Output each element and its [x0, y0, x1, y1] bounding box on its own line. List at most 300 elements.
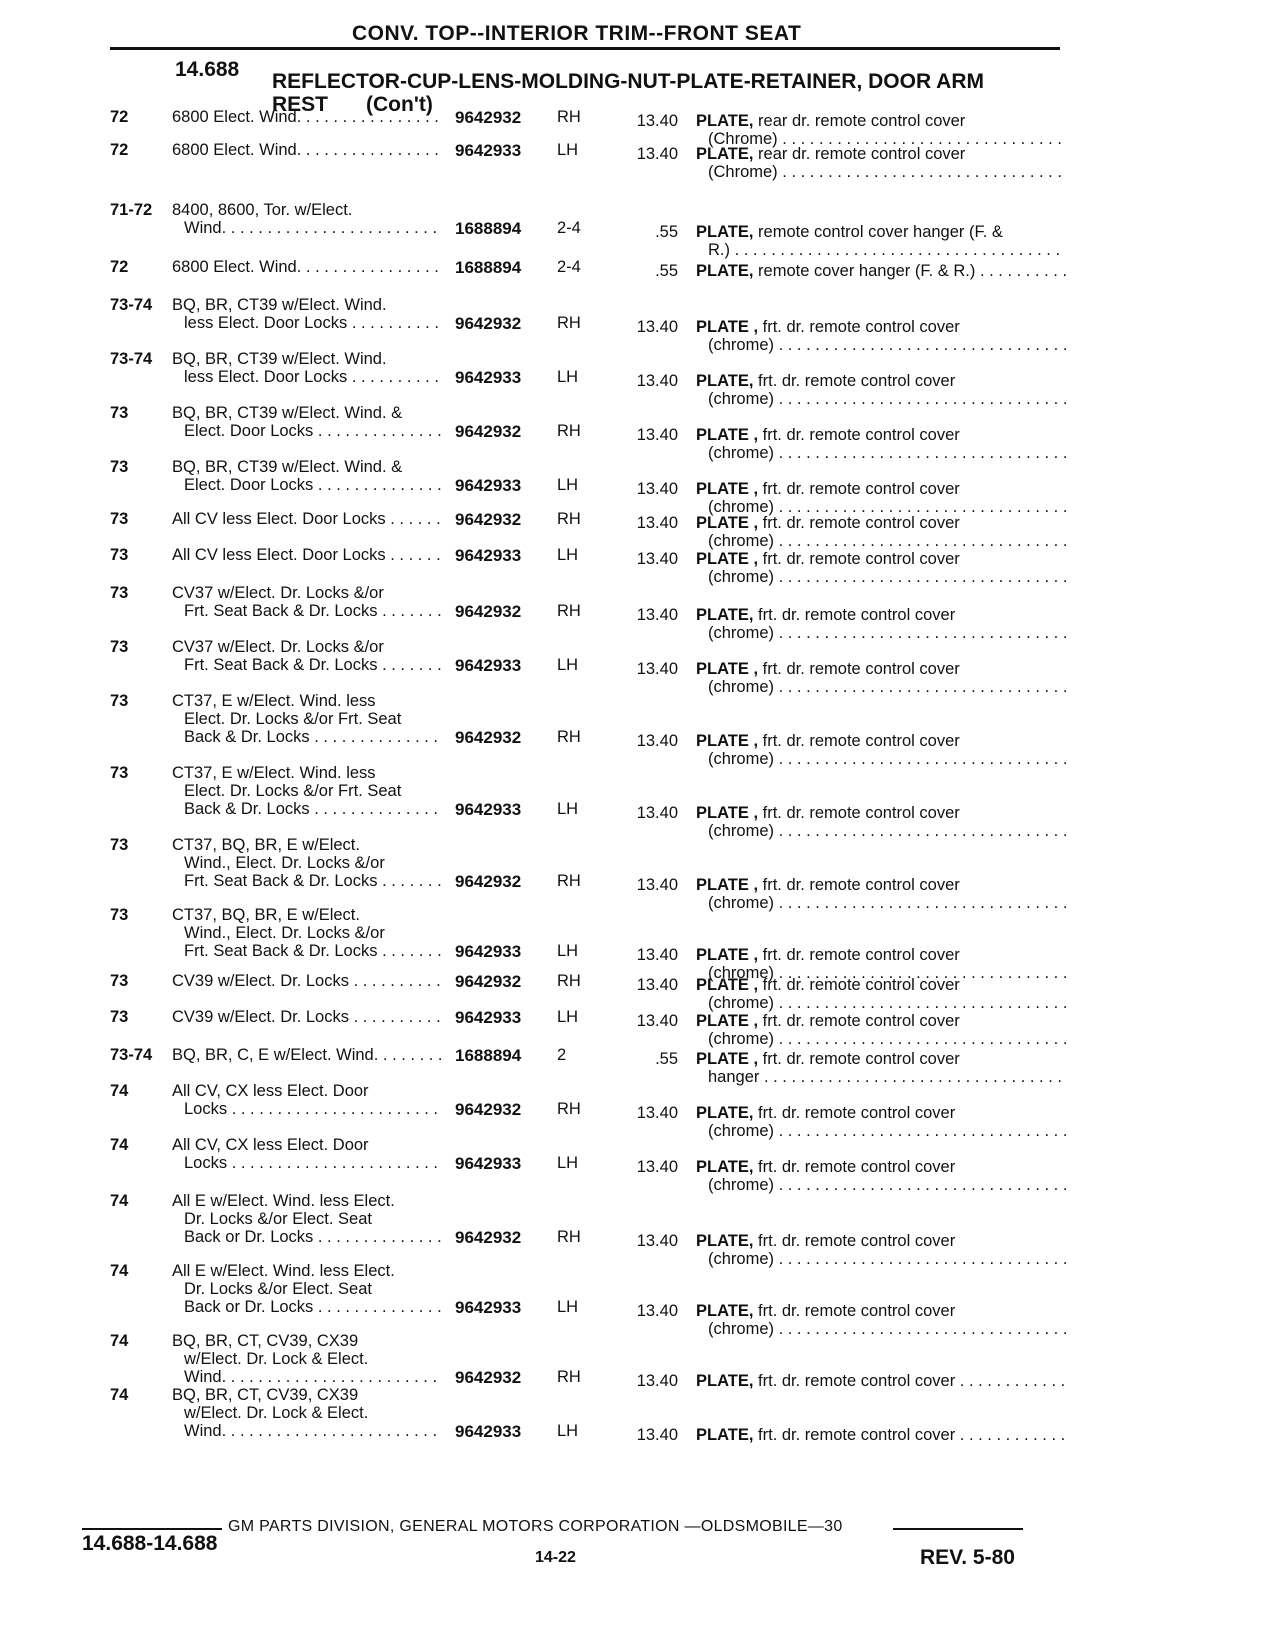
description-line [696, 1426, 1066, 1444]
quantity: RH [557, 422, 581, 440]
description-line [696, 550, 1066, 568]
model-application [172, 458, 442, 494]
part-number: 9642932 [455, 314, 522, 333]
part-description [696, 876, 1066, 912]
description-keyword: PLATE , [696, 732, 759, 750]
description-keyword: PLATE, [696, 223, 754, 241]
part-number: 9642932 [455, 1228, 522, 1247]
model-line: Back or Dr. Locks . . . [172, 1298, 442, 1316]
model-year: 73 [110, 510, 129, 528]
quantity: RH [557, 872, 581, 890]
page-number: 14-22 [535, 1549, 576, 1566]
model-line: w/Elect. Dr. Lock & Elect. [184, 1350, 369, 1368]
description-line [696, 262, 1066, 280]
price: 13.40 [636, 1158, 678, 1176]
quantity: RH [557, 602, 581, 620]
description-text: frt. dr. remote control cover [762, 318, 960, 336]
description-text: frt. dr. remote control cover [762, 876, 960, 894]
model-line: 6800 Elect. Wind. . . . [172, 258, 442, 276]
model-year: 73-74 [110, 296, 153, 314]
description-line [696, 1302, 1066, 1320]
model-application [172, 1136, 442, 1172]
part-number: 1688894 [455, 258, 522, 277]
description-line [696, 223, 1066, 241]
part-number: 9642933 [455, 368, 522, 387]
model-year: 72 [110, 258, 129, 276]
description-text: frt. dr. remote control cover [762, 804, 960, 822]
quantity: LH [557, 368, 579, 386]
description-text: frt. dr. remote control cover [762, 1012, 960, 1030]
quantity: LH [557, 942, 579, 960]
description-line: R.) . . . [696, 241, 1066, 259]
model-application [172, 201, 442, 237]
part-description [696, 1050, 1066, 1086]
model-line: CT37, E w/Elect. Wind. less [172, 692, 376, 710]
part-number: 9642933 [455, 800, 522, 819]
model-year: 74 [110, 1332, 129, 1350]
price: 13.40 [636, 976, 678, 994]
model-year: 72 [110, 141, 129, 159]
model-line: Wind., Elect. Dr. Locks &/or [184, 854, 385, 872]
quantity: 2 [557, 1046, 567, 1064]
model-year: 73 [110, 546, 129, 564]
description-text: remote cover hanger (F. & R.) [758, 262, 976, 280]
part-number: 9642932 [455, 972, 522, 991]
description-line [696, 876, 1066, 894]
description-line: (chrome) . . . [696, 498, 1066, 516]
model-line: All CV, CX less Elect. Door [172, 1136, 369, 1154]
price: 13.40 [636, 606, 678, 624]
model-line: CV37 w/Elect. Dr. Locks &/or [172, 584, 384, 602]
model-application [172, 1332, 442, 1386]
description-text: frt. dr. remote control cover [762, 480, 960, 498]
description-line: (chrome) . . . [696, 532, 1066, 550]
part-description [696, 223, 1066, 259]
model-year: 73 [110, 906, 129, 924]
price: 13.40 [636, 804, 678, 822]
footer-rule-left [82, 1528, 222, 1530]
part-number: 1688894 [455, 219, 522, 238]
description-keyword: PLATE, [696, 1302, 754, 1320]
price: .55 [655, 223, 678, 241]
price: 13.40 [636, 1372, 678, 1390]
price: 13.40 [636, 426, 678, 444]
description-keyword: PLATE, [696, 1426, 754, 1444]
model-year: 73 [110, 404, 129, 422]
quantity: LH [557, 546, 579, 564]
part-number: 9642933 [455, 942, 522, 961]
part-number: 9642932 [455, 510, 522, 529]
description-line [696, 426, 1066, 444]
part-description [696, 480, 1066, 516]
model-application [172, 546, 442, 564]
price: 13.40 [636, 660, 678, 678]
description-line: (chrome) . . . [696, 894, 1066, 912]
description-text: frt. dr. remote control cover [762, 732, 960, 750]
part-number: 9642932 [455, 872, 522, 891]
quantity: RH [557, 1228, 581, 1246]
description-line [696, 145, 1066, 163]
model-line: All CV less Elect. Door Locks . . . [172, 546, 442, 564]
model-line: BQ, BR, CT, CV39, CX39 [172, 1332, 359, 1350]
model-application [172, 1262, 442, 1316]
description-text: frt. dr. remote control cover [758, 606, 956, 624]
model-year: 73 [110, 584, 129, 602]
part-number: 9642933 [455, 1422, 522, 1441]
model-line: Back or Dr. Locks . . . [172, 1228, 442, 1246]
model-application [172, 692, 442, 746]
description-line [696, 112, 1066, 130]
model-application [172, 764, 442, 818]
description-line: (chrome) . . . [696, 994, 1066, 1012]
part-description [696, 1232, 1066, 1268]
price: .55 [655, 262, 678, 280]
description-text: frt. dr. remote control cover [762, 426, 960, 444]
description-line: (chrome) . . . [696, 964, 1066, 982]
description-keyword: PLATE , [696, 1012, 759, 1030]
model-year: 73 [110, 1008, 129, 1026]
price: 13.40 [636, 480, 678, 498]
description-line: (chrome) . . . [696, 750, 1066, 768]
model-application [172, 638, 442, 674]
price: 13.40 [636, 732, 678, 750]
description-keyword: PLATE , [696, 876, 759, 894]
description-text: frt. dr. remote control cover [762, 946, 960, 964]
model-line: CT37, BQ, BR, E w/Elect. [172, 906, 360, 924]
quantity: 2-4 [557, 219, 581, 237]
part-description [696, 1104, 1066, 1140]
description-keyword: PLATE, [696, 606, 754, 624]
description-keyword: PLATE , [696, 976, 759, 994]
description-line: (Chrome) . . . [696, 163, 1066, 181]
description-line [696, 1372, 1066, 1390]
description-line: (chrome) . . . [696, 568, 1066, 586]
price: 13.40 [636, 1232, 678, 1250]
description-keyword: PLATE, [696, 112, 754, 130]
quantity: RH [557, 1368, 581, 1386]
part-description [696, 550, 1066, 586]
page-header-title: CONV. TOP--INTERIOR TRIM--FRONT SEAT [352, 22, 802, 45]
model-line: BQ, BR, CT39 w/Elect. Wind. & [172, 458, 403, 476]
model-line: BQ, BR, CT39 w/Elect. Wind. [172, 350, 387, 368]
description-text: frt. dr. remote control cover [758, 1426, 956, 1444]
description-line [696, 1012, 1066, 1030]
price: 13.40 [636, 1302, 678, 1320]
model-line: Locks . . . [172, 1154, 442, 1172]
description-line: (chrome) . . . [696, 1122, 1066, 1140]
description-keyword: PLATE, [696, 1372, 754, 1390]
part-description [696, 426, 1066, 462]
footer-range: 14.688-14.688 [82, 1532, 218, 1555]
description-keyword: PLATE , [696, 946, 759, 964]
section-title-rest: REST [272, 93, 329, 116]
quantity: RH [557, 1100, 581, 1118]
part-number: 9642932 [455, 602, 522, 621]
description-line [696, 946, 1066, 964]
price: 13.40 [636, 550, 678, 568]
description-line: (chrome) . . . [696, 1030, 1066, 1048]
part-number: 9642932 [455, 1368, 522, 1387]
quantity: LH [557, 476, 579, 494]
description-text: frt. dr. remote control cover [762, 514, 960, 532]
model-application [172, 258, 442, 276]
description-line [696, 976, 1066, 994]
model-application [172, 1046, 442, 1064]
description-line [696, 1232, 1066, 1250]
description-line: (chrome) . . . [696, 336, 1066, 354]
description-line [696, 318, 1066, 336]
model-line: less Elect. Door Locks . . . [172, 314, 442, 332]
description-keyword: PLATE , [696, 660, 759, 678]
description-text: frt. dr. remote control cover [758, 1372, 956, 1390]
description-text: frt. dr. remote control cover [762, 1050, 960, 1068]
model-line: Elect. Door Locks . . . [172, 422, 442, 440]
description-line: (Chrome) . . . [696, 130, 1066, 148]
model-line: CT37, E w/Elect. Wind. less [172, 764, 376, 782]
description-line [696, 1050, 1066, 1068]
part-description [696, 1426, 1066, 1444]
model-application [172, 404, 442, 440]
price: 13.40 [636, 112, 678, 130]
model-year: 73 [110, 458, 129, 476]
model-line: Wind. . . . [172, 1422, 442, 1440]
price: 13.40 [636, 1426, 678, 1444]
quantity: LH [557, 1422, 579, 1440]
part-number: 9642933 [455, 141, 522, 160]
part-number: 9642933 [455, 1154, 522, 1173]
description-text: frt. dr. remote control cover [758, 1158, 956, 1176]
quantity: RH [557, 728, 581, 746]
description-keyword: PLATE , [696, 804, 759, 822]
part-number: 9642932 [455, 728, 522, 747]
quantity: LH [557, 1008, 579, 1026]
model-year: 73 [110, 836, 129, 854]
model-line: CV39 w/Elect. Dr. Locks . . . [172, 1008, 442, 1026]
model-year: 73 [110, 692, 129, 710]
model-application [172, 510, 442, 528]
description-keyword: PLATE , [696, 514, 759, 532]
price: 13.40 [636, 876, 678, 894]
model-line: BQ, BR, CT39 w/Elect. Wind. [172, 296, 387, 314]
model-line: Elect. Dr. Locks &/or Frt. Seat [184, 782, 402, 800]
description-line [696, 372, 1066, 390]
part-description [696, 262, 1066, 280]
description-keyword: PLATE, [696, 262, 754, 280]
model-line: 8400, 8600, Tor. w/Elect. [172, 201, 353, 219]
model-year: 71-72 [110, 201, 153, 219]
model-application [172, 1386, 442, 1440]
quantity: RH [557, 510, 581, 528]
footer-publisher: GM PARTS DIVISION, GENERAL MOTORS CORPORATION —OLDSMOBILE—30 [228, 1518, 843, 1535]
description-text: frt. dr. remote control cover [762, 550, 960, 568]
part-description [696, 112, 1066, 148]
description-line [696, 514, 1066, 532]
description-keyword: PLATE , [696, 480, 759, 498]
model-line: Dr. Locks &/or Elect. Seat [184, 1280, 372, 1298]
model-year: 74 [110, 1136, 129, 1154]
price: 13.40 [636, 318, 678, 336]
model-line: w/Elect. Dr. Lock & Elect. [184, 1404, 369, 1422]
description-keyword: PLATE, [696, 1104, 754, 1122]
part-number: 1688894 [455, 1046, 522, 1065]
model-line: BQ, BR, CT, CV39, CX39 [172, 1386, 359, 1404]
model-year: 73 [110, 972, 129, 990]
model-line: Back & Dr. Locks . . . [172, 800, 442, 818]
part-description [696, 145, 1066, 181]
quantity: RH [557, 108, 581, 126]
model-line: less Elect. Door Locks . . . [172, 368, 442, 386]
description-keyword: PLATE, [696, 1158, 754, 1176]
model-line: Wind. . . . [172, 219, 442, 237]
part-description [696, 1012, 1066, 1048]
part-number: 9642933 [455, 476, 522, 495]
model-application [172, 350, 442, 386]
description-keyword: PLATE , [696, 426, 759, 444]
header-rule [110, 47, 1060, 50]
part-description [696, 976, 1066, 1012]
model-year: 74 [110, 1262, 129, 1280]
description-keyword: PLATE, [696, 1232, 754, 1250]
price: .55 [655, 1050, 678, 1068]
description-line [696, 606, 1066, 624]
model-year: 73 [110, 638, 129, 656]
description-text: rear dr. remote control cover [758, 112, 966, 130]
model-line: All CV less Elect. Door Locks . . . [172, 510, 442, 528]
model-line: Elect. Dr. Locks &/or Frt. Seat [184, 710, 402, 728]
model-year: 74 [110, 1192, 129, 1210]
model-application [172, 972, 442, 990]
model-application [172, 108, 442, 126]
model-line: CV39 w/Elect. Dr. Locks . . . [172, 972, 442, 990]
model-line: CT37, BQ, BR, E w/Elect. [172, 836, 360, 854]
description-text: frt. dr. remote control cover [762, 660, 960, 678]
price: 13.40 [636, 145, 678, 163]
section-title-line1: REFLECTOR-CUP-LENS-MOLDING-NUT-PLATE-RETAINER, DOOR ARM [272, 70, 985, 93]
model-line: 6800 Elect. Wind. . . . [172, 141, 442, 159]
model-line: BQ, BR, CT39 w/Elect. Wind. & [172, 404, 403, 422]
description-text: frt. dr. remote control cover [758, 372, 956, 390]
description-keyword: PLATE, [696, 372, 754, 390]
description-line [696, 804, 1066, 822]
part-number: 9642933 [455, 1298, 522, 1317]
description-text: frt. dr. remote control cover [758, 1104, 956, 1122]
model-line: Frt. Seat Back & Dr. Locks . . . [172, 872, 442, 890]
model-year: 73 [110, 764, 129, 782]
part-number: 9642933 [455, 1008, 522, 1027]
description-line: (chrome) . . . [696, 390, 1066, 408]
description-line [696, 1104, 1066, 1122]
part-description [696, 1158, 1066, 1194]
part-number: 9642932 [455, 422, 522, 441]
model-line: All CV, CX less Elect. Door [172, 1082, 369, 1100]
price: 13.40 [636, 1104, 678, 1122]
model-line: Frt. Seat Back & Dr. Locks . . . [172, 942, 442, 960]
description-line: (chrome) . . . [696, 678, 1066, 696]
description-text: frt. dr. remote control cover [758, 1302, 956, 1320]
description-line: hanger . . . [696, 1068, 1066, 1086]
description-line: (chrome) . . . [696, 822, 1066, 840]
model-line: Locks . . . [172, 1100, 442, 1118]
description-line: (chrome) . . . [696, 1176, 1066, 1194]
quantity: RH [557, 972, 581, 990]
part-description [696, 732, 1066, 768]
description-line: (chrome) . . . [696, 444, 1066, 462]
model-year: 72 [110, 108, 129, 126]
price: 13.40 [636, 514, 678, 532]
quantity: 2-4 [557, 258, 581, 276]
model-year: 73-74 [110, 1046, 153, 1064]
model-year: 74 [110, 1082, 129, 1100]
part-description [696, 372, 1066, 408]
model-line: CV37 w/Elect. Dr. Locks &/or [172, 638, 384, 656]
description-keyword: PLATE , [696, 1050, 759, 1068]
part-number: 9642932 [455, 108, 522, 127]
model-line: All E w/Elect. Wind. less Elect. [172, 1262, 395, 1280]
description-keyword: PLATE , [696, 550, 759, 568]
description-line: (chrome) . . . [696, 1320, 1066, 1338]
model-line: 6800 Elect. Wind. . . . [172, 108, 442, 126]
model-line: Back & Dr. Locks . . . [172, 728, 442, 746]
price: 13.40 [636, 372, 678, 390]
model-application [172, 296, 442, 332]
model-line: BQ, BR, C, E w/Elect. Wind. . . . [172, 1046, 442, 1064]
quantity: RH [557, 314, 581, 332]
model-line: Wind., Elect. Dr. Locks &/or [184, 924, 385, 942]
quantity: LH [557, 1298, 579, 1316]
model-line: Dr. Locks &/or Elect. Seat [184, 1210, 372, 1228]
model-line: Wind. . . . [172, 1368, 442, 1386]
description-text: remote control cover hanger (F. & [758, 223, 1003, 241]
quantity: LH [557, 1154, 579, 1172]
section-number: 14.688 [175, 58, 240, 81]
price: 13.40 [636, 946, 678, 964]
model-line: Frt. Seat Back & Dr. Locks . . . [172, 656, 442, 674]
part-description [696, 606, 1066, 642]
description-line: (chrome) . . . [696, 624, 1066, 642]
description-line [696, 660, 1066, 678]
model-line: Frt. Seat Back & Dr. Locks . . . [172, 602, 442, 620]
model-application [172, 906, 442, 960]
model-application [172, 1082, 442, 1118]
quantity: LH [557, 141, 579, 159]
description-line: (chrome) . . . [696, 1250, 1066, 1268]
description-keyword: PLATE, [696, 145, 754, 163]
quantity: LH [557, 656, 579, 674]
description-keyword: PLATE , [696, 318, 759, 336]
model-year: 73-74 [110, 350, 153, 368]
description-line [696, 1158, 1066, 1176]
part-description [696, 318, 1066, 354]
part-description [696, 660, 1066, 696]
description-text: rear dr. remote control cover [758, 145, 966, 163]
revision: REV. 5-80 [920, 1546, 1015, 1569]
part-number: 9642933 [455, 656, 522, 675]
model-application [172, 141, 442, 159]
description-line [696, 480, 1066, 498]
part-description [696, 1302, 1066, 1338]
section-title-cont: (Con't) [366, 93, 433, 116]
model-application [172, 584, 442, 620]
price: 13.40 [636, 1012, 678, 1030]
model-year: 74 [110, 1386, 129, 1404]
quantity: LH [557, 800, 579, 818]
description-line [696, 732, 1066, 750]
description-text: frt. dr. remote control cover [762, 976, 960, 994]
model-application [172, 836, 442, 890]
footer-rule-right [893, 1528, 1023, 1530]
description-text: frt. dr. remote control cover [758, 1232, 956, 1250]
model-line: Elect. Door Locks . . . [172, 476, 442, 494]
